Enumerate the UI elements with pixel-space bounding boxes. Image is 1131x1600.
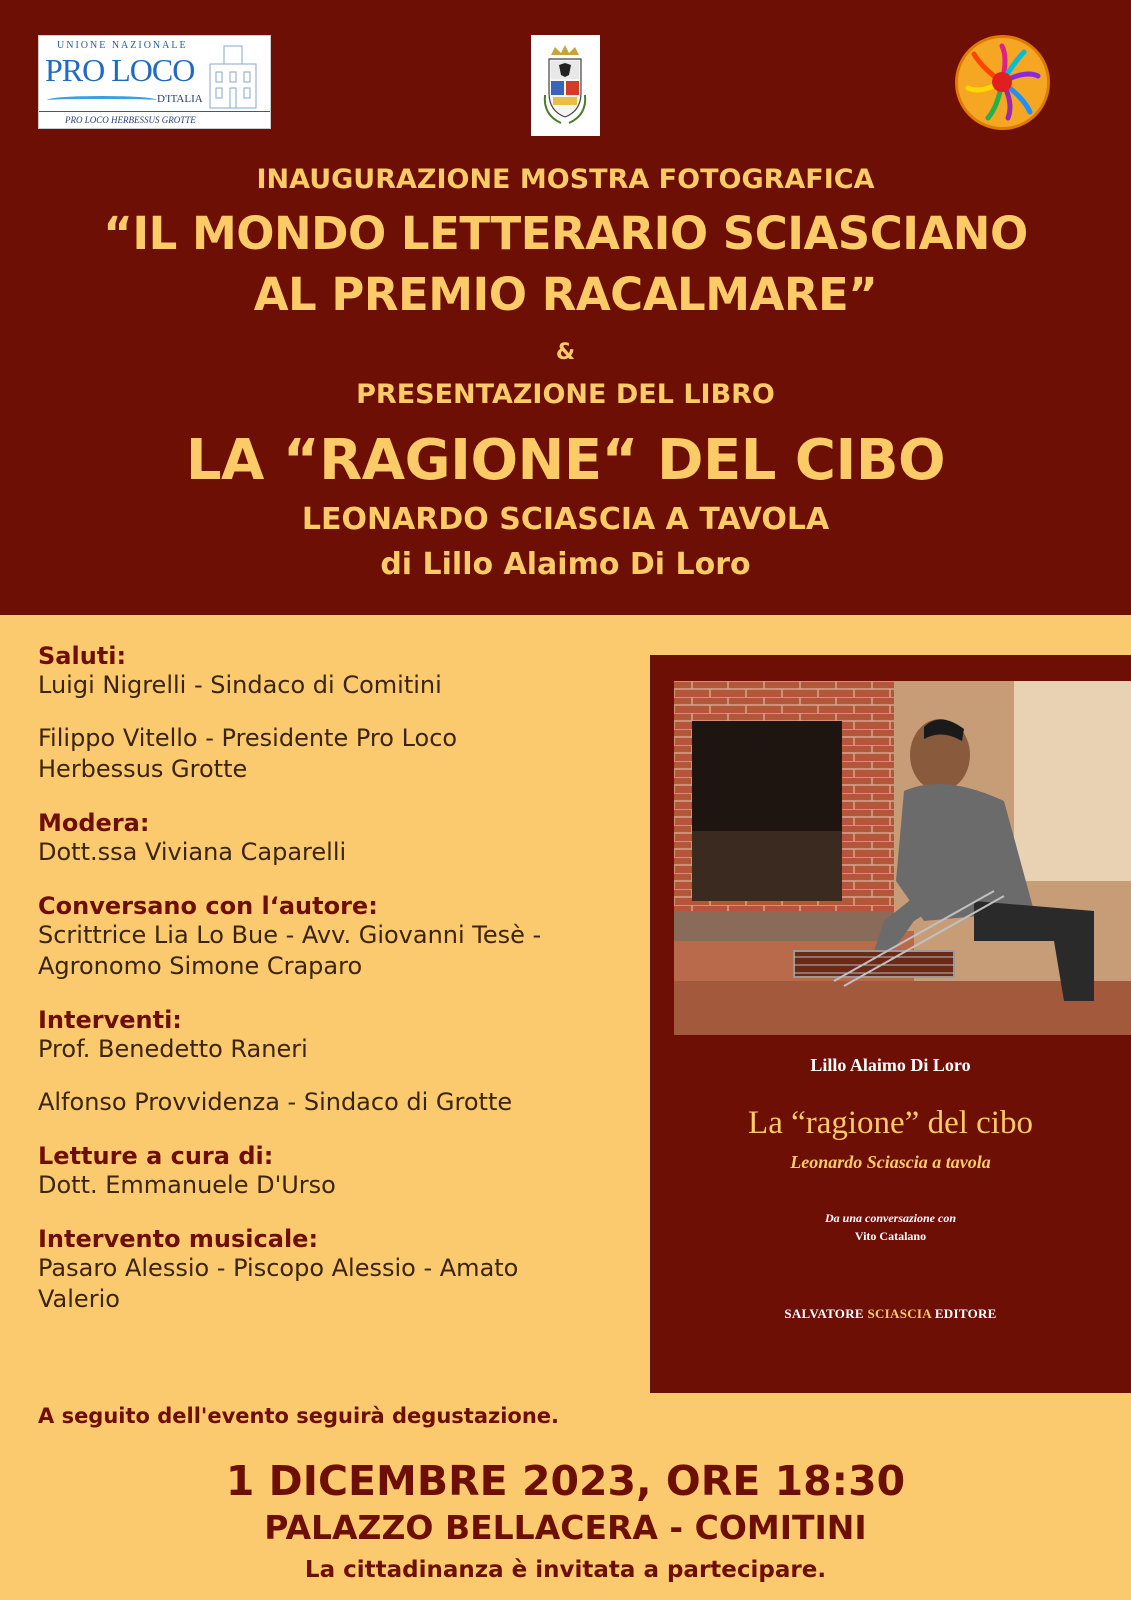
conversano-item: Scrittrice Lia Lo Bue - Avv. Giovanni Tesè - bbox=[38, 921, 542, 949]
event-place: PALAZZO BELLACERA - COMITINI bbox=[264, 1508, 867, 1547]
tasting-note: A seguito dell'evento seguirà degustazione. bbox=[38, 1404, 560, 1428]
municipal-crest-icon bbox=[531, 35, 600, 136]
letture-item: Dott. Emmanuele D'Urso bbox=[38, 1171, 336, 1199]
proloco-logo bbox=[38, 35, 271, 129]
header-ampersand: & bbox=[555, 340, 576, 365]
saluti-item: Filippo Vitello - Presidente Pro Loco bbox=[38, 724, 458, 752]
saluti-item: Luigi Nigrelli - Sindaco di Comitini bbox=[38, 671, 442, 699]
conversano-item: Agronomo Simone Craparo bbox=[38, 952, 363, 980]
musicale-item: Pasaro Alessio - Piscopo Alessio - Amato bbox=[38, 1254, 519, 1282]
interventi-item: Alfonso Provvidenza - Sindaco di Grotte bbox=[38, 1088, 513, 1116]
cover-photo bbox=[674, 681, 1131, 1035]
musicale-item: Valerio bbox=[38, 1285, 120, 1313]
program-list bbox=[38, 642, 648, 1315]
cover-subtitle: Leonardo Sciascia a tavola bbox=[790, 1152, 991, 1172]
book-title-heading: LA “RAGIONE“ DEL CIBO bbox=[185, 428, 946, 493]
conversano-title: Conversano con l‘autore: bbox=[38, 892, 378, 920]
header-line-5: PRESENTAZIONE DEL LIBRO bbox=[356, 379, 775, 410]
cover-conversation-name: Vito Catalano bbox=[854, 1229, 927, 1243]
header-line-1: INAUGURAZIONE MOSTRA FOTOGRAFICA bbox=[256, 164, 875, 195]
proloco-logo-main: PRO LOCO bbox=[45, 52, 195, 88]
publisher-post: EDITORE bbox=[931, 1306, 997, 1321]
saluti-item: Herbessus Grotte bbox=[38, 755, 248, 783]
proloco-logo-top: UNIONE NAZIONALE bbox=[57, 40, 188, 51]
book-cover bbox=[650, 655, 1131, 1393]
sun-logo-icon bbox=[955, 35, 1050, 130]
publisher-pre: SALVATORE bbox=[784, 1306, 868, 1321]
cover-conversation-line: Da una conversazione con bbox=[824, 1211, 956, 1225]
header-line-2: “IL MONDO LETTERARIO SCIASCIANO bbox=[103, 207, 1028, 260]
wave-icon bbox=[47, 96, 157, 104]
interventi-item: Prof. Benedetto Raneri bbox=[38, 1035, 308, 1063]
letture-title: Letture a cura di: bbox=[38, 1142, 274, 1170]
musicale-title: Intervento musicale: bbox=[38, 1225, 319, 1253]
proloco-logo-bottom: PRO LOCO HERBESSUS GROTTE bbox=[39, 111, 270, 128]
header-banner bbox=[0, 0, 1131, 615]
cover-title: La “ragione” del cibo bbox=[748, 1105, 1033, 1141]
event-date: 1 DICEMBRE 2023, ORE 18:30 bbox=[225, 1457, 906, 1505]
saluti-title: Saluti: bbox=[38, 642, 127, 670]
proloco-logo-italia: D'ITALIA bbox=[157, 93, 203, 105]
building-icon bbox=[202, 42, 264, 110]
book-author-heading: di Lillo Alaimo Di Loro bbox=[380, 547, 751, 582]
modera-item: Dott.ssa Viviana Caparelli bbox=[38, 838, 347, 866]
cover-author: Lillo Alaimo Di Loro bbox=[810, 1055, 971, 1075]
publisher-accent: SCIASCIA bbox=[867, 1306, 932, 1321]
modera-title: Modera: bbox=[38, 809, 150, 837]
header-line-3: AL PREMIO RACALMARE” bbox=[253, 268, 878, 321]
interventi-title: Interventi: bbox=[38, 1006, 182, 1034]
book-subtitle-heading: LEONARDO SCIASCIA A TAVOLA bbox=[301, 502, 830, 537]
event-invite: La cittadinanza è invitata a partecipare. bbox=[304, 1557, 827, 1583]
cover-publisher bbox=[650, 1306, 1131, 1322]
